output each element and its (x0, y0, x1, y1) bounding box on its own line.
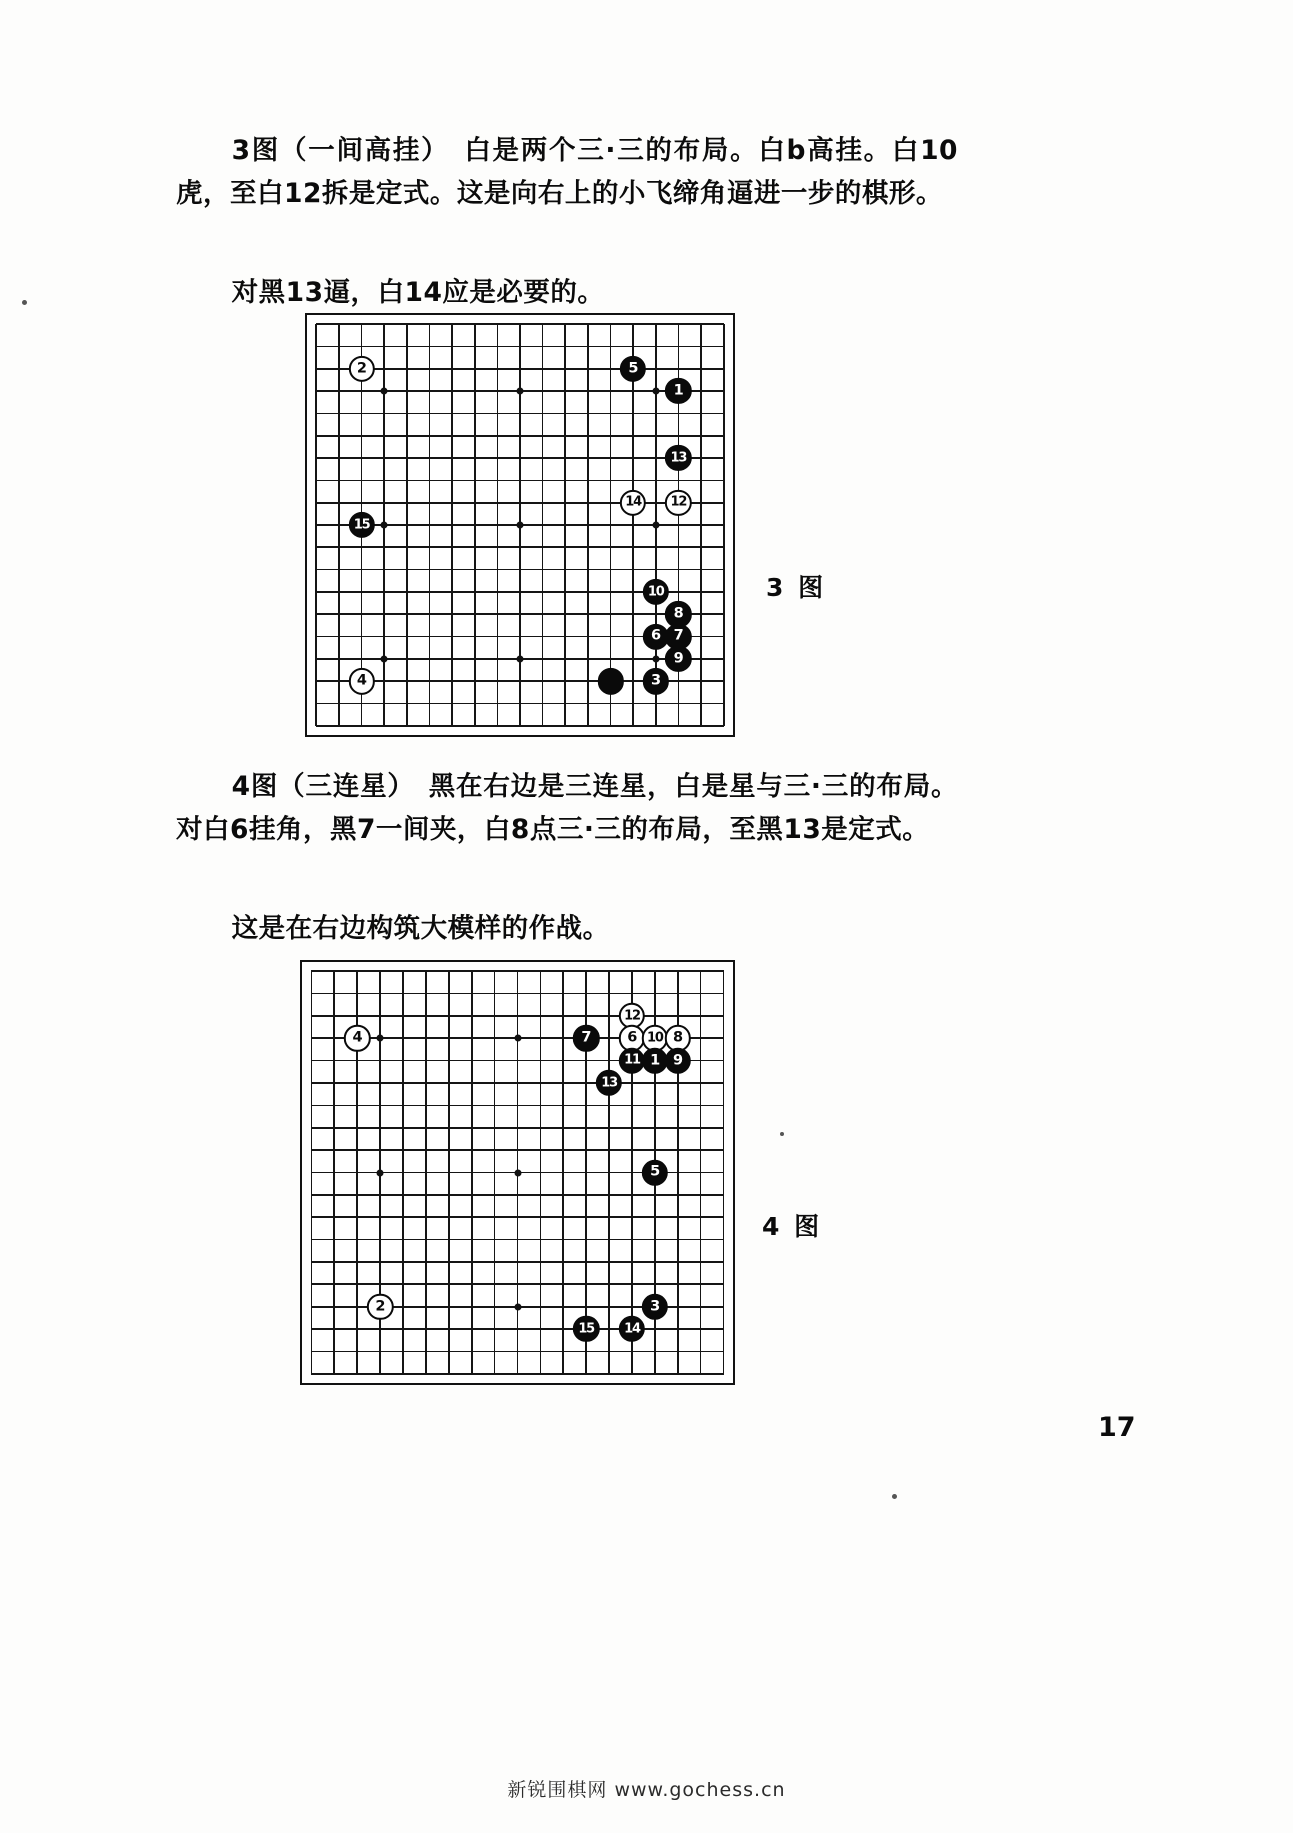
grid-line-vertical (562, 971, 564, 1374)
grid-line-vertical (497, 324, 499, 726)
grid-line-vertical (315, 324, 317, 726)
star-point (514, 1303, 521, 1310)
stone-move-number: 15 (353, 516, 370, 532)
stone-move-number: 5 (650, 1163, 660, 1180)
stone-move-number: 11 (624, 1052, 640, 1068)
stone-move-number: 9 (672, 1051, 683, 1068)
grid-line-vertical (610, 324, 612, 726)
grid-line-vertical (632, 324, 634, 726)
stone-move-number: 1 (673, 382, 684, 399)
stone-move-number: 14 (624, 1321, 640, 1337)
stone-move-number: 15 (578, 1321, 595, 1337)
figure4-paragraph: 4图（三连星） 黑在右边是三连星，白是星与三·三的布局。对白6挂角，黑7一间夹，白8点三·三的布局，至黑13是定式。 (176, 771, 958, 845)
figure3-paragraph: 3图（一间高挂） 白是两个三·三的布局。白b高挂。白10虎，至白12拆是定式。这是向右上的小飞缔角逼进一步的棋形。 (176, 135, 958, 209)
figure3-label: 3 图 (766, 573, 827, 602)
scan-speck (892, 1494, 897, 1499)
stone-move-number: 3 (651, 672, 661, 689)
star-point (381, 388, 388, 395)
star-point (517, 655, 524, 662)
grid-line-vertical (402, 971, 404, 1374)
grid-line-vertical (540, 971, 542, 1374)
star-point (514, 1169, 521, 1176)
grid-line-vertical (474, 324, 476, 726)
stone-move-number: 6 (627, 1029, 637, 1046)
grid-line-vertical (494, 971, 496, 1374)
grid-line-vertical (311, 971, 313, 1374)
go-board-figure-3 (305, 313, 735, 737)
grid-line-vertical (333, 971, 335, 1374)
go-board-figure-4 (300, 960, 735, 1385)
star-point (381, 522, 388, 529)
star-point (517, 388, 524, 395)
stone-move-number: 2 (356, 360, 367, 377)
grid-line-vertical (429, 324, 431, 726)
star-point (377, 1169, 384, 1176)
stone-move-number: 4 (356, 672, 367, 689)
grid-line-vertical (471, 971, 473, 1374)
figure4-label: 4 图 (762, 1212, 823, 1241)
stone-move-number: 6 (651, 627, 661, 644)
stone-move-number: 13 (601, 1075, 617, 1091)
grid-line-vertical (451, 324, 453, 726)
scan-speck (22, 300, 27, 305)
grid-line-vertical (406, 324, 408, 726)
grid-line-vertical (700, 971, 702, 1374)
grid-line-vertical (425, 971, 427, 1374)
stone-move-number: 5 (628, 360, 638, 377)
stone-move-number: 14 (625, 494, 642, 510)
stone-move-number: 10 (647, 583, 664, 599)
star-point (514, 1035, 521, 1042)
grid-line-vertical (608, 971, 610, 1374)
figure4-note: 这是在右边构筑大模样的作战。 (231, 913, 610, 944)
star-point (517, 522, 524, 529)
grid-line-vertical (700, 324, 702, 726)
star-point (652, 388, 659, 395)
page-number: 17 (1098, 1412, 1136, 1443)
star-point (377, 1035, 384, 1042)
grid-line-vertical (564, 324, 566, 726)
stone-move-number: 4 (352, 1029, 362, 1046)
stone-move-number: 13 (670, 450, 687, 466)
stone-move-number: 7 (673, 627, 684, 644)
stone-move-number: 10 (647, 1030, 663, 1046)
star-point (652, 655, 659, 662)
stone-move-number: 9 (673, 650, 684, 667)
figure3-note: 对黑13逼，白14应是必要的。 (231, 277, 605, 308)
stone-move-number: 7 (581, 1029, 591, 1046)
grid-line-vertical (723, 324, 725, 726)
grid-line-vertical (448, 971, 450, 1374)
stone-move-number: 2 (375, 1297, 385, 1314)
site-watermark: 新锐围棋网 www.gochess.cn (507, 1779, 786, 1801)
stone-move-number: 8 (672, 1029, 683, 1046)
stone-move-number: 8 (673, 605, 684, 622)
stone-move-number: 1 (650, 1051, 660, 1068)
stone-move-number: 12 (624, 1007, 640, 1023)
star-point (381, 655, 388, 662)
grid-line-vertical (723, 971, 725, 1374)
star-point (652, 522, 659, 529)
grid-line-vertical (338, 324, 340, 726)
stone-move-number: 12 (670, 494, 687, 510)
stone-move-number: 3 (650, 1297, 660, 1314)
scan-speck (780, 1132, 784, 1136)
grid-line-vertical (587, 324, 589, 726)
grid-line-vertical (542, 324, 544, 726)
